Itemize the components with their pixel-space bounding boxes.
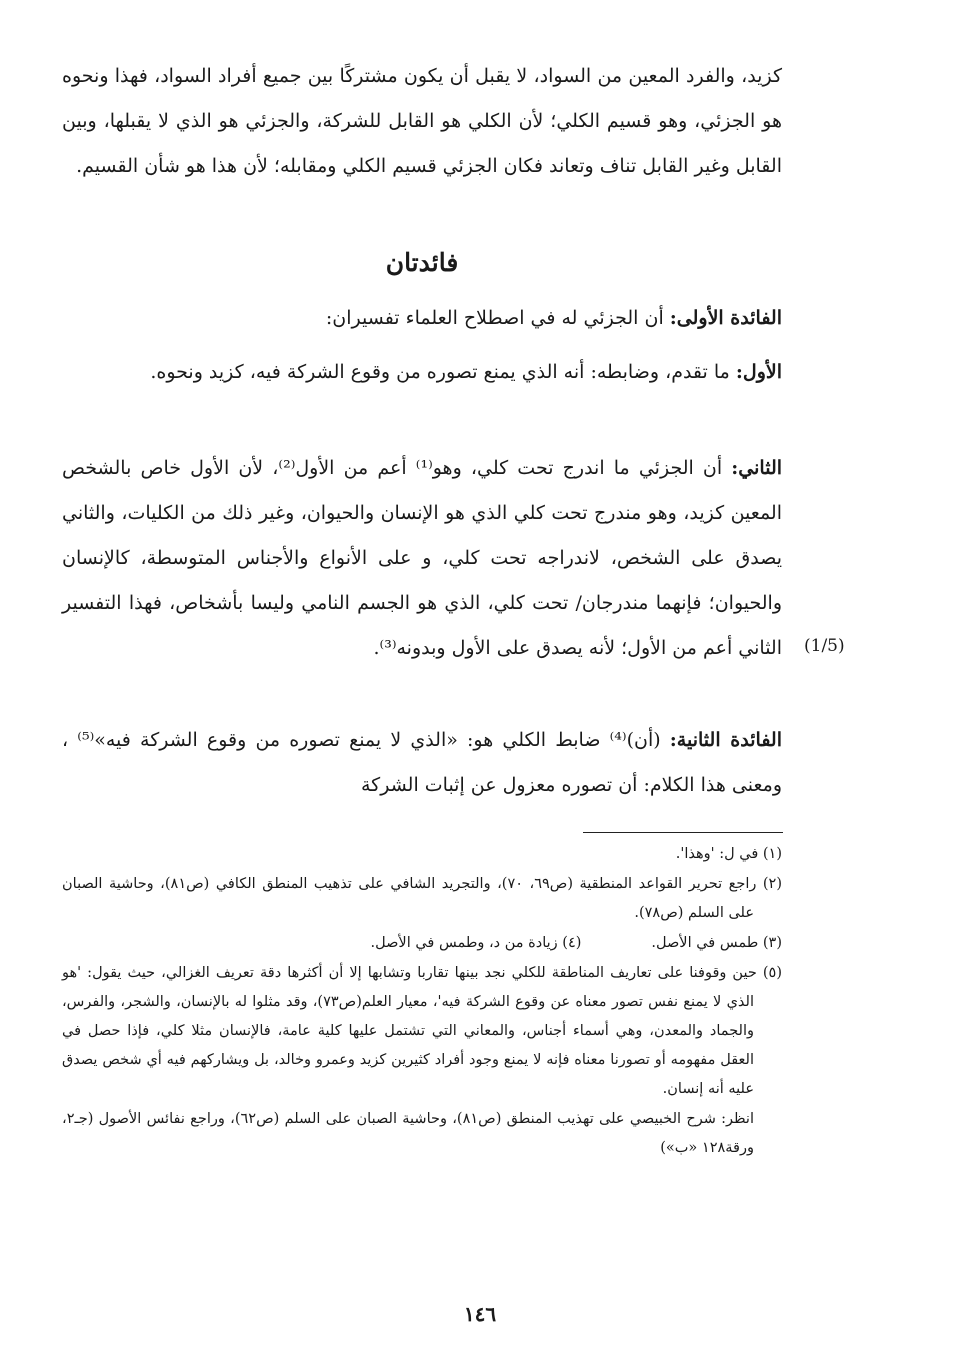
section-heading: فائدتان bbox=[385, 248, 459, 277]
first-interpretation-paragraph bbox=[62, 350, 822, 395]
first-interpretation-label: الأول: bbox=[735, 361, 782, 383]
second-interpretation-paragraph bbox=[62, 446, 822, 671]
footnote-4: (٤) زيادة من د، وطمس في الأصل. bbox=[370, 935, 582, 951]
opening-paragraph bbox=[62, 54, 782, 189]
footnote-5: (٥) حين وقوفنا على تعاريف المناطقة للكلي نجد بينها تقاربا وتشابها إلا أن أكثرها دقة تعريف الغزالي، حيث يقول: 'هو الذي لا يمنع نفس تصور معناه عن وقوع الشركة فيه'، معيار العلم(ص٧٣)، وقد مثلوا له بالإنسان، والشجر، والفرس، والجماد والمعدن، وهي أسماء أجناس، والمعاني التي تشتمل عليها كلية عامة، فالإنسان مثلا كلي، فإذا حصل في العقل مفهومه أو تصورنا معناه فإنه لا يمنع وجود أفراد كثيرين كزيد وعمرو وخالد، بل ويشاركهم فيه أي شخص يصدق عليه أنه إنسان. bbox=[62, 965, 782, 1097]
footnote-1: (١) في ل: 'وهذا'. bbox=[675, 846, 782, 862]
footnote-separator bbox=[583, 832, 783, 833]
first-benefit-paragraph bbox=[62, 296, 822, 341]
second-benefit-text: (أن)⁽⁴⁾ ضابط الكلي هو: «الذي لا يمنع تصوره من وقوع الشركة فيه»⁽⁵⁾ ، ومعنى هذا الكلام: أن تصوره معزول عن إثبات الشركة bbox=[62, 729, 782, 796]
footnote-row-3-4 bbox=[62, 929, 782, 958]
second-interpretation-text: أن الجزئي ما اندرج تحت كلي، وهو⁽¹⁾ أعم من الأول⁽²⁾، لأن الأول خاص بالشخص المعين كزيد، وهو مندرج تحت كلي الذي هو الإنسان والحيوان، وغير ذلك من الكليات، والثاني يصدق على الشخص، لاندراجه تحت كلي، و على الأنواع والأجناس المتوسطة، كالإنسان والحيوان؛ فإنهما مندرجان/ تحت كلي، الذي هو الجسم النامي وليسا بأشخاص، فهذا التفسير الثاني أعم من الأول؛ لأنه يصدق على الأول وبدونه⁽³⁾. bbox=[62, 457, 782, 659]
footnote-3: (٣) طمس في الأصل. bbox=[651, 935, 782, 951]
opening-paragraph-text: كزيد، والفرد المعين من السواد، لا يقبل أن يكون مشتركًا بين جميع أفراد السواد، فهذا ونحوه هو الجزئي، وهو قسيم الكلي؛ لأن الكلي هو القابل للشركة، والجزئي هو الذي لا يقبلها، وبين القابل وغير القابل تناف وتعاند فكان الجزئي قسيم الكلي ومقابله؛ لأن هذا هو شأن القسيم. bbox=[62, 65, 782, 177]
second-benefit-paragraph bbox=[62, 718, 822, 808]
page-number: ١٤٦ bbox=[463, 1302, 497, 1326]
second-interpretation-label: الثاني: bbox=[731, 457, 783, 479]
second-benefit-label: الفائدة الثانية: bbox=[669, 729, 782, 751]
first-benefit-label: الفائدة الأولى: bbox=[669, 307, 782, 329]
footnotes bbox=[62, 840, 782, 1164]
footnote-5-continuation: انظر: شرح الخبيصي على تهذيب المنطق (ص٨١)، وحاشية الصبان على السلم (ص٦٢)، وراجع نفائس الأصول (جـ٢، ورقة١٢٨ «ب») bbox=[62, 1111, 755, 1156]
margin-reference: (1/5) bbox=[804, 636, 845, 656]
first-interpretation-text: ما تقدم، وضابطه: أنه الذي يمنع تصوره من وقوع الشركة فيه، كزيد ونحوه. bbox=[150, 361, 736, 383]
first-benefit-text: أن الجزئي له في اصطلاح العلماء تفسيران: bbox=[325, 307, 670, 329]
footnote-2: (٢) راجع تحرير القواعد المنطقية (ص٦٩، ٧٠)، والتجريد الشافي على تذهيب المنطق الكافي (ص٨١)، وحاشية الصبان على السلم (ص٧٨). bbox=[62, 876, 782, 921]
